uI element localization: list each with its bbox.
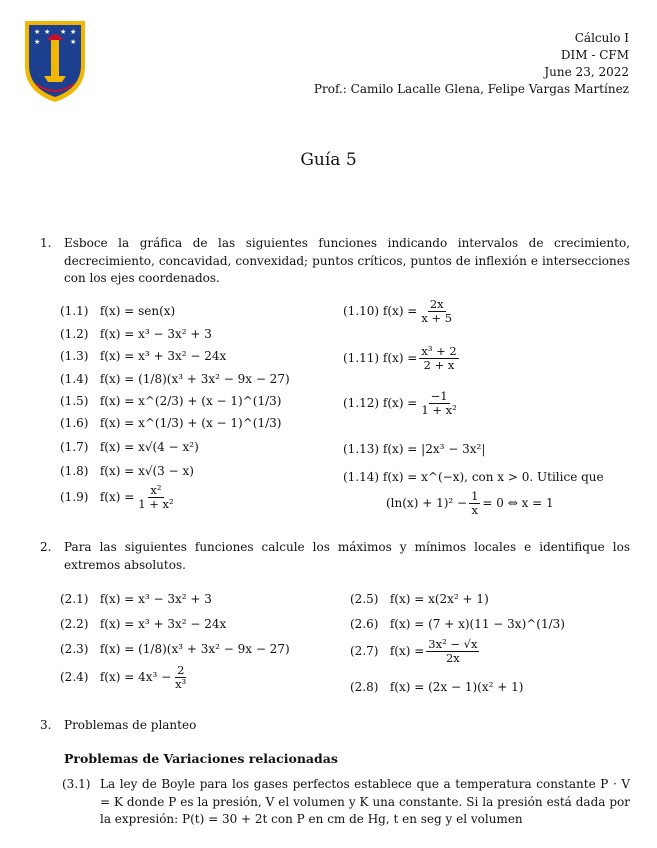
list-item: (1.6) f(x) = x^(1/3) + (x − 1)^(1/3) — [60, 416, 282, 430]
list-item: (1.1) f(x) = sen(x) — [60, 304, 176, 318]
svg-text:★: ★ — [60, 28, 67, 36]
list-item: (2.3) f(x) = (1/8)(x³ + 3x² − 9x − 27) — [60, 642, 290, 656]
list-item: (1.12) f(x) = $\frac{-1}{\text{1 + x²}}$ — [343, 389, 457, 417]
list-item: (1.8) f(x) = x√(3 − x) — [60, 464, 194, 478]
subsection-heading: Problemas de Variaciones relacionadas — [64, 751, 338, 766]
department: DIM - CFM — [560, 48, 629, 62]
list-item: (1.7) f(x) = x√(4 − x²) — [60, 440, 199, 454]
course-name: Cálculo I — [574, 31, 629, 45]
page-title: Guía 5 — [300, 150, 357, 170]
list-item: (2.4) f(x) = 4x³ − $\frac{2}{\text{x³}}$ — [60, 663, 187, 691]
list-item: (1.10) f(x) = $\frac{2x}{x + 5}$ — [343, 297, 453, 325]
problem-text: La ley de Boyle para los gases perfectos establece que a temperatura constante P · V = K donde P es la presión, V el volumen y K una constante. Si la presión está dada por la expresión: P(t) = 30 + 2t con P en cm de Hg, t en seg y el volumen — [100, 777, 630, 826]
list-item: (1.4) f(x) = (1/8)(x³ + 3x² − 9x − 27) — [60, 372, 290, 386]
list-item: (1.14) f(x) = x^(−x), con x > 0. Utilice que — [343, 470, 604, 484]
svg-text:★: ★ — [34, 28, 41, 36]
list-item: (1.5) f(x) = x^(2/3) + (x − 1)^(1/3) — [60, 394, 282, 408]
date: June 23, 2022 — [544, 65, 629, 79]
svg-text:★: ★ — [70, 38, 77, 46]
section-3-text: Problemas de planteo — [64, 718, 197, 732]
svg-text:★: ★ — [34, 38, 41, 46]
item-tag: (3.1) — [62, 777, 91, 791]
section-3-number: 3. — [40, 718, 52, 732]
list-item: (2.7) f(x) = $\frac{\text{3x² − √x}}{2x}$ — [350, 637, 478, 665]
svg-text:★: ★ — [70, 28, 77, 36]
section-2-number: 2. — [40, 540, 52, 554]
section-1-text: Esboce la gráfica de las siguientes funciones indicando intervalos de crecimiento, decrecimiento, concavidad, convexidad; puntos críticos, puntos de inflexión e intersecciones con los ejes coordenados. — [64, 236, 630, 285]
list-item: (2.2) f(x) = x³ + 3x² − 24x — [60, 617, 227, 631]
list-item-continuation: (ln(x) + 1)² − $\frac{1}{x}$ = 0 ⇔ x = 1 — [386, 489, 554, 517]
university-crest-logo — [22, 18, 88, 104]
professors: Prof.: Camilo Lacalle Glena, Felipe Vargas Martínez — [313, 82, 629, 96]
list-item: (1.11) f(x) = $\frac{\text{x³ + 2}}{2 + x}$ — [343, 344, 457, 372]
svg-text:★: ★ — [44, 28, 51, 36]
document-header — [314, 30, 629, 98]
list-item: (2.6) f(x) = (7 + x)(11 − 3x)^(1/3) — [350, 617, 565, 631]
list-item: (1.2) f(x) = x³ − 3x² + 3 — [60, 327, 212, 341]
list-item: (1.13) f(x) = |2x³ − 3x²| — [343, 442, 486, 456]
list-item: (2.8) f(x) = (2x − 1)(x² + 1) — [350, 680, 524, 694]
list-item: (2.1) f(x) = x³ − 3x² + 3 — [60, 592, 212, 606]
list-item: (2.5) f(x) = x(2x² + 1) — [350, 592, 489, 606]
section-1-number: 1. — [40, 236, 52, 250]
section-2-text: Para las siguientes funciones calcule los máximos y mínimos locales e identifique los extremos absolutos. — [64, 540, 630, 572]
list-item: (1.3) f(x) = x³ + 3x² − 24x — [60, 349, 227, 363]
list-item: (1.9) f(x) = $\frac{\text{x²}}{\text{1 + x²}}$ — [60, 483, 174, 511]
